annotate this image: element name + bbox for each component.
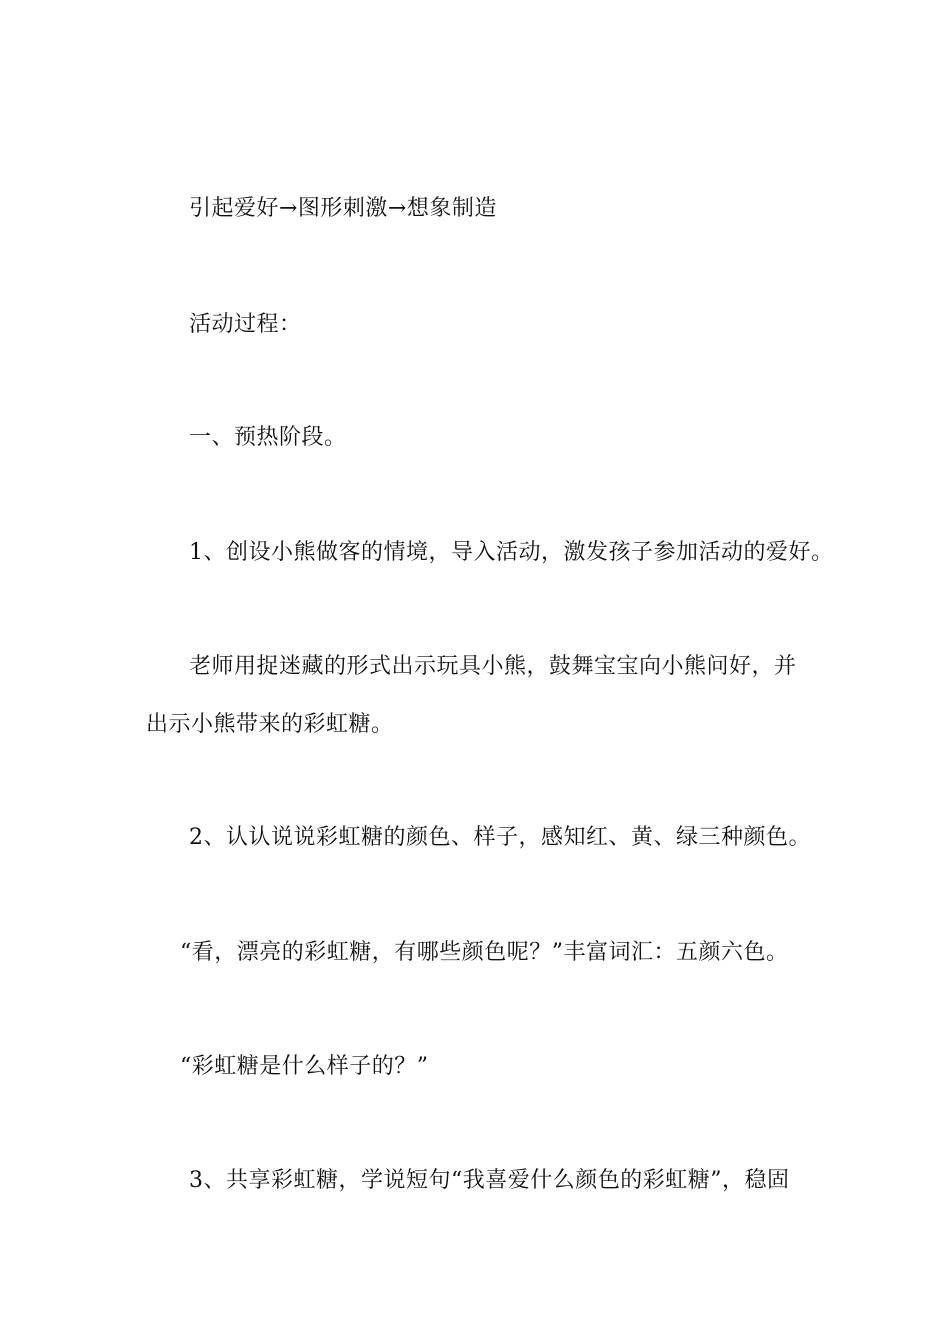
paragraph-step-3: 3、共享彩虹糖，学说短句“我喜爱什么颜色的彩虹糖”，稳固	[189, 1168, 790, 1193]
paragraph-teacher-line-1: 老师用捉迷藏的形式出示玩具小熊，鼓舞宝宝向小熊问好，并	[189, 654, 797, 679]
paragraph-quote-shape: “彩虹糖是什么样子的？”	[180, 1054, 429, 1079]
heading-activity-process: 活动过程：	[189, 312, 302, 337]
paragraph-quote-colors: “看，漂亮的彩虹糖，有哪些颜色呢？”丰富词汇：五颜六色。	[180, 940, 789, 965]
paragraph-step-2: 2、认认说说彩虹糖的颜色、样子，感知红、黄、绿三种颜色。	[189, 825, 811, 850]
heading-warmup-stage: 一、预热阶段。	[189, 425, 347, 450]
paragraph-teacher-line-2: 出示小熊带来的彩虹糖。	[146, 712, 394, 737]
paragraph-step-1: 1、创设小熊做客的情境，导入活动，激发孩子参加活动的爱好。	[189, 540, 834, 565]
paragraph-flow-steps: 引起爱好→图形刺激→想象制造	[189, 196, 497, 221]
